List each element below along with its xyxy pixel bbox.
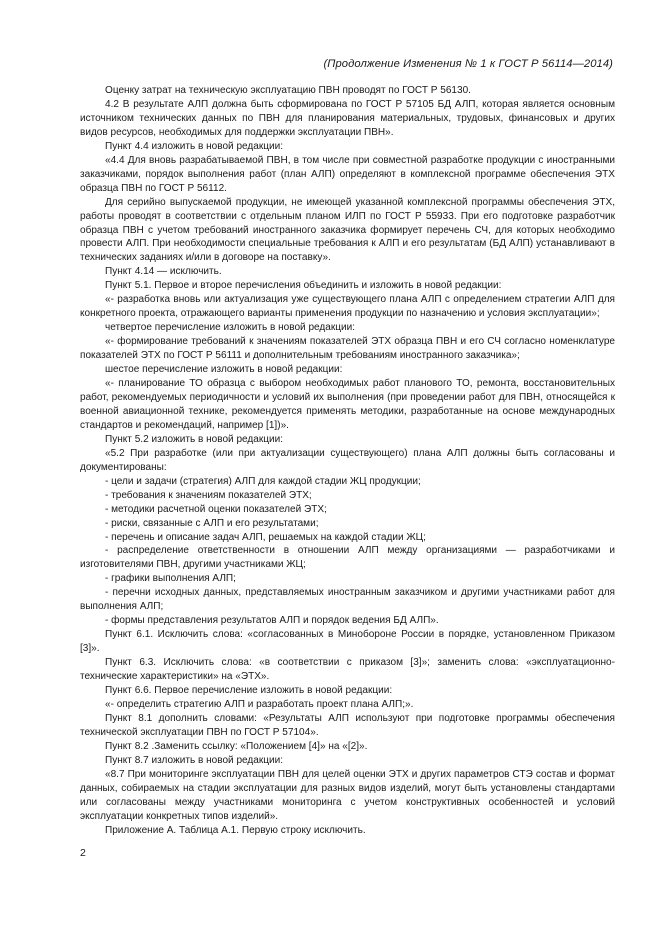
page-number: 2: [80, 847, 86, 859]
paragraph: «4.4 Для вновь разрабатываемой ПВН, в том числе при совместной разработке продукции с иностранными заказчиками, порядок выполнения работ (план АЛП) определяют в комплексной программе обеспечения ЭТХ образца ПВН по ГОСТ Р 56112.: [80, 154, 615, 194]
running-header: (Продолжение Изменения № 1 к ГОСТ Р 56114—2014): [323, 58, 613, 70]
paragraph: 4.2 В результате АЛП должна быть сформирована по ГОСТ Р 57105 БД АЛП, которая является основным источником технических данных по ПВН для планирования материальных, трудовых, финансовых и других видов ресурсов, необходимых для поддержки эксплуатации ПВН».: [80, 98, 615, 138]
paragraph: Пункт 6.6. Первое перечисление изложить в новой редакции:: [105, 684, 393, 696]
paragraph: «- формирование требований к значениям показателей ЭТХ образца ПВН и его СЧ согласно номенклатуре показателей ЭТХ по ГОСТ Р 56111 и дополнительным требованиям иностранного заказчика»;: [80, 336, 615, 362]
paragraph: «- планирование ТО образца с выбором необходимых работ планового ТО, ремонта, восстановительных работ, рекомендуемых периодичности и условий их выполнения (при проведении работ для ПВН, относящейся к военной авиационной технике, рекомендуется применять методики, разработанные на основе международных стандартов и рекомендаций, например [1])».: [80, 378, 615, 431]
paragraph: Приложение А. Таблица А.1. Первую строку исключить.: [105, 824, 366, 836]
paragraph: Пункт 8.1 дополнить словами: «Результаты АЛП используют при подготовке программы обеспечения технической эксплуатации ПВН по ГОСТ Р 57104».: [80, 712, 615, 738]
paragraph: «8.7 При мониторинге эксплуатации ПВН для целей оценки ЭТХ и других параметров СТЭ состав и формат данных, собираемых на стадии эксплуатации для разных видов изделий, могут быть установлены стандартами или согласованы между участниками мониторинга с учетом конструктивных особенностей и условий эксплуатации конкретных типов изделий».: [80, 768, 615, 822]
list-item: - риски, связанные с АЛП и его результатами;: [105, 517, 319, 529]
document-body: [80, 84, 615, 837]
list-item: - распределение ответственности в отношении АЛП между организациями — разработчиками и изготовителями ПВН, другими участниками ЖЦ;: [80, 545, 615, 571]
list-item: - перечень и описание задач АЛП, решаемых на каждой стадии ЖЦ;: [105, 531, 426, 543]
paragraph: Пункт 8.2 .Заменить ссылку: «Положением [4]» на «[2]».: [105, 740, 368, 752]
paragraph: Пункт 8.7 изложить в новой редакции:: [105, 754, 284, 766]
list-item: - графики выполнения АЛП;: [105, 573, 236, 585]
list-item: - перечни исходных данных, представляемых иностранным заказчиком и другими участниками работ для выполнения АЛП;: [80, 587, 615, 613]
paragraph: Для серийно выпускаемой продукции, не имеющей указанной комплексной программы обеспечения ЭТХ, работы проводят в соответствии с отдельным планом ИЛП по ГОСТ Р 55933. При его подготовке разработчик образца ПВН с учетом требований иностранного заказчика формирует перечень СЧ, для которых необходимо провести АЛП. При необходимости специальные требования к АЛП и его результатам (БД АЛП) устанавливают в технических заданиях и/или в договоре на поставку».: [80, 196, 615, 264]
paragraph: «- определить стратегию АЛП и разработать проект плана АЛП;».: [105, 698, 414, 710]
paragraph: Пункт 5.1. Первое и второе перечисления объединить и изложить в новой редакции:: [105, 280, 502, 292]
paragraph: Оценку затрат на техническую эксплуатацию ПВН проводят по ГОСТ Р 56130.: [105, 85, 471, 96]
paragraph: четвертое перечисление изложить в новой редакции:: [105, 322, 356, 334]
paragraph: Пункт 6.3. Исключить слова: «в соответствии с приказом [3]»; заменить слова: «эксплуатационно-технические характеристики» на «ЭТХ».: [80, 657, 615, 683]
paragraph: Пункт 5.2 изложить в новой редакции:: [105, 433, 284, 445]
paragraph: Пункт 6.1. Исключить слова: «согласованных в Минобороне России в порядке, установленном Приказом [3]».: [80, 629, 615, 655]
list-item: - требования к значениям показателей ЭТХ;: [105, 489, 312, 501]
paragraph: «- разработка вновь или актуализация уже существующего плана АЛП с определением стратегии АЛП для конкретного проекта, отражающего варианты применения продукции по назначению и условия эксплуатации»;: [80, 294, 615, 320]
list-item: - формы представления результатов АЛП и порядок ведения БД АЛП».: [105, 615, 439, 627]
list-item: - цели и задачи (стратегия) АЛП для каждой стадии ЖЦ продукции;: [105, 475, 421, 487]
list-item: - методики расчетной оценки показателей ЭТХ;: [105, 503, 327, 515]
paragraph: шестое перечисление изложить в новой редакции:: [105, 364, 343, 376]
paragraph: Пункт 4.14 — исключить.: [105, 266, 222, 278]
paragraph: «5.2 При разработке (или при актуализации существующего) плана АЛП должны быть согласованы и документированы:: [80, 447, 615, 473]
paragraph: Пункт 4.4 изложить в новой редакции:: [105, 140, 284, 152]
